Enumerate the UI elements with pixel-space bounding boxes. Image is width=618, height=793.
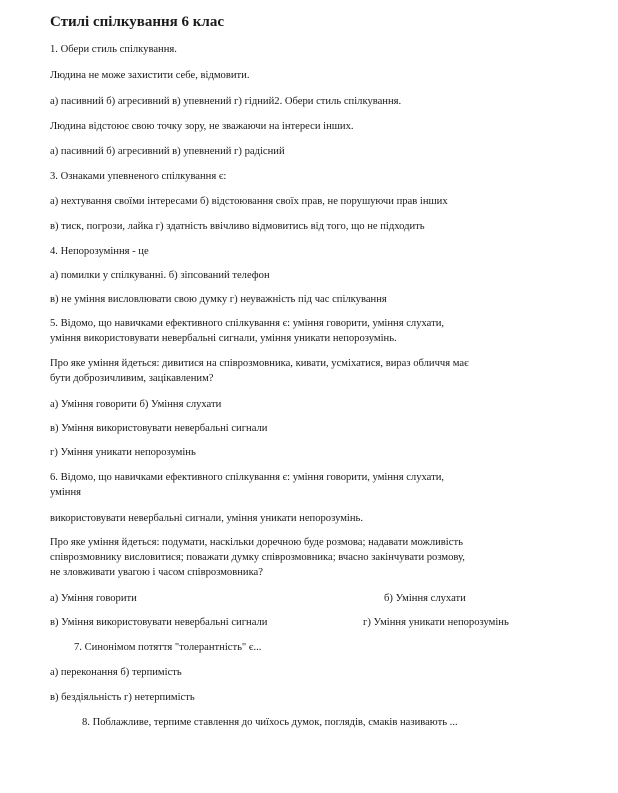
question-6-prompt-line3: не зловживати увагою і часом співрозмовника?	[50, 567, 263, 578]
question-3-options-vg: в) тиск, погрози, лайка г) здатність ввічливо відмовитись від того, що не підходить	[50, 221, 425, 232]
question-4-text: 4. Непорозуміння - це	[50, 246, 149, 257]
question-1-text: 1. Обери стиль спілкування.	[50, 44, 177, 55]
question-6-option-v: в) Уміння використовувати невербальні сигнали	[50, 617, 268, 628]
question-5-option-v: в) Уміння використовувати невербальні сигнали	[50, 423, 268, 434]
question-2-statement: Людина відстоює свою точку зору, не зважаючи на інтереси інших.	[50, 121, 354, 132]
question-6-text-line1: 6. Відомо, що навичками ефективного спілкування є: уміння говорити, уміння слухати,	[50, 472, 445, 483]
worksheet-title: Стилі спілкування 6 клас	[50, 14, 225, 30]
question-8-text: 8. Поблажливе, терпиме ставлення до чиїхось думок, поглядів, смаків називають ...	[82, 717, 458, 728]
question-2-options: а) пасивний б) агресивний в) упевнений г) радісний	[50, 146, 285, 157]
question-5-prompt-line1: Про яке уміння йдеться: дивитися на співрозмовника, кивати, усміхатися, вираз обличчя має	[50, 358, 469, 369]
question-6-option-a: а) Уміння говорити	[50, 593, 137, 604]
question-6-prompt-line1: Про яке уміння йдеться: подумати, наскільки доречною буде розмова; надавати можливість	[50, 537, 463, 548]
question-6-option-b: б) Уміння слухати	[384, 593, 466, 604]
question-4-options-ab: а) помилки у спілкуванні. б) зіпсований телефон	[50, 270, 270, 281]
question-6-prompt-line2: співрозмовнику висловитися; поважати думку співрозмовника; вчасно закінчувати розмову,	[50, 552, 465, 563]
question-1-options: а) пасивний б) агресивний в) упевнений г) гідний2. Обери стиль спілкування.	[50, 96, 402, 107]
question-6-option-g: г) Уміння уникати непорозумінь	[363, 617, 509, 628]
question-5-options-ab: а) Уміння говорити б) Уміння слухати	[50, 399, 222, 410]
question-5-text-line2: уміння використовувати невербальні сигнали, уміння уникати непорозумінь.	[50, 333, 397, 344]
question-5-text-line1: 5. Відомо, що навичками ефективного спілкування є: уміння говорити, уміння слухати,	[50, 318, 445, 329]
question-7-options-vg: в) бездіяльність г) нетерпимість	[50, 692, 195, 703]
question-7-text: 7. Синонімом потяття "толерантність" є...	[74, 642, 262, 653]
question-3-options-ab: а) нехтування своїми інтересами б) відстоювання своїх прав, не порушуючи прав інших	[50, 196, 448, 207]
question-4-options-vg: в) не уміння висловлювати свою думку г) неуважність під час спілкування	[50, 294, 387, 305]
question-5-prompt-line2: бути доброзичливим, зацікавленим?	[50, 373, 214, 384]
question-5-option-g: г) Уміння уникати непорозумінь	[50, 447, 196, 458]
question-1-statement: Людина не може захистити себе, відмовити.	[50, 70, 250, 81]
question-6-text-line2: уміння	[50, 487, 82, 498]
question-3-text: 3. Ознаками упевненого спілкування є:	[50, 171, 227, 182]
question-7-options-ab: а) переконання б) терпимість	[50, 667, 182, 678]
question-6-text-line3: використовувати невербальні сигнали, уміння уникати непорозумінь.	[50, 513, 364, 524]
